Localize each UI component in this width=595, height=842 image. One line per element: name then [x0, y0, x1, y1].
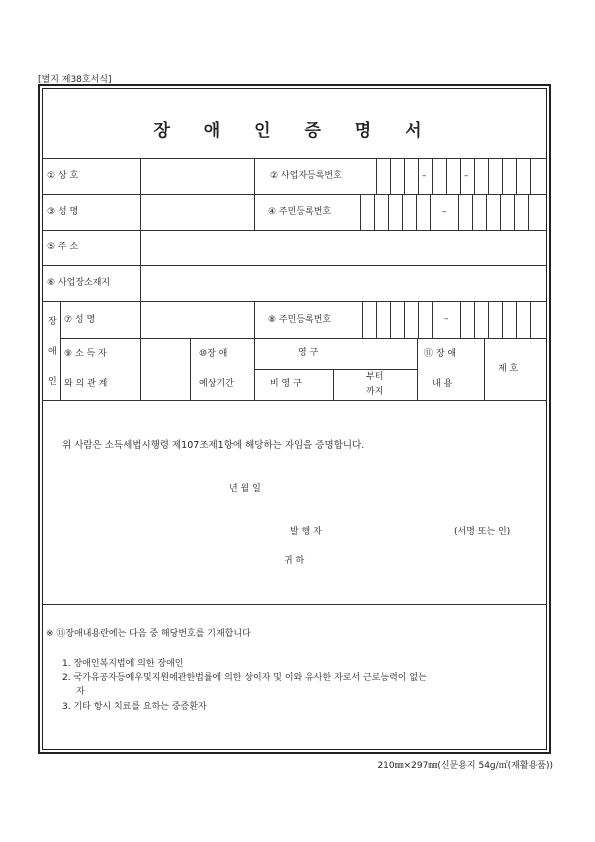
- digit-box-line: [516, 301, 517, 338]
- side-label: 애: [48, 347, 57, 357]
- dash-separator: –: [444, 314, 449, 324]
- digit-box-line: [390, 158, 391, 194]
- digit-box-line: [404, 301, 405, 338]
- digit-box-line: [460, 301, 461, 338]
- digit-box-line: [388, 194, 389, 230]
- table-line: [60, 338, 547, 339]
- digit-box-line: [500, 194, 501, 230]
- digit-box-line: [376, 158, 377, 194]
- field-label-name: ③ 성 명: [47, 207, 79, 217]
- digit-box-line: [360, 194, 361, 230]
- to-label: 까지: [366, 387, 384, 397]
- digit-box-line: [418, 158, 419, 194]
- field-label-disabled-resident-no: ⑧ 주민등록번호: [268, 315, 332, 325]
- non-permanent-label: 비 영 구: [270, 379, 302, 389]
- field-label-resident-no: ④ 주민등록번호: [268, 207, 332, 217]
- permanent-label: 영 구: [298, 348, 319, 358]
- field-label-disabled-name: ⑦ 성 명: [64, 315, 96, 325]
- table-line: [42, 230, 547, 231]
- digit-box-line: [530, 158, 531, 194]
- table-line: [140, 265, 141, 301]
- table-line: [140, 338, 141, 400]
- field-label-period-2: 예상기간: [199, 379, 234, 389]
- document-title: 장 애 인 증 명 서: [153, 121, 436, 141]
- table-line: [140, 301, 141, 338]
- field-label-period: ⑩장 애: [199, 349, 228, 359]
- table-line: [484, 338, 485, 400]
- certification-statement: 위 사람은 소득세법시행령 제107조제1항에 해당하는 자임을 증명합니다.: [62, 440, 365, 451]
- dash-separator: –: [422, 171, 427, 181]
- digit-box-line: [488, 158, 489, 194]
- issue-date: 년 월 일: [229, 484, 261, 494]
- digit-box-line: [374, 194, 375, 230]
- signature-label: (서명 또는 인): [454, 527, 511, 537]
- digit-box-line: [416, 194, 417, 230]
- field-label-business-name: ① 상 호: [47, 171, 79, 181]
- digit-box-line: [502, 301, 503, 338]
- issuer-label: 발 행 자: [290, 527, 322, 537]
- digit-box-line: [446, 158, 447, 194]
- section-line: [42, 604, 547, 605]
- table-line: [42, 400, 547, 401]
- digit-box-line: [516, 158, 517, 194]
- note-item: 3. 기타 항시 치료를 요하는 중증환자: [62, 702, 207, 712]
- digit-box-line: [474, 158, 475, 194]
- digit-box-line: [528, 194, 529, 230]
- digit-box-line: [458, 194, 459, 230]
- digit-box-line: [418, 301, 419, 338]
- field-label-address: ⑤ 주 소: [47, 242, 79, 252]
- addressee-label: 귀 하: [284, 556, 305, 566]
- certificate-number-label: 제 호: [498, 364, 519, 374]
- table-line: [254, 158, 255, 230]
- digit-box-line: [432, 158, 433, 194]
- inner-border: [42, 88, 547, 750]
- digit-box-line: [376, 301, 377, 338]
- table-line: [42, 158, 547, 159]
- digit-box-line: [530, 301, 531, 338]
- table-line: [60, 301, 61, 400]
- form-number-label: [별지 제38호서식]: [38, 75, 112, 85]
- field-label-business-reg-no: ② 사업자등록번호: [270, 171, 342, 181]
- table-line: [417, 338, 418, 400]
- table-line: [254, 338, 255, 400]
- digit-box-line: [488, 301, 489, 338]
- digit-box-line: [432, 301, 433, 338]
- table-line: [42, 265, 547, 266]
- field-label-relation-2: 와 의 관 계: [64, 379, 108, 389]
- table-line: [42, 301, 547, 302]
- side-label: 장: [48, 317, 57, 327]
- field-label-disability: ⑪ 장 애: [424, 349, 457, 359]
- field-label-workplace: ⑥ 사업장소재지: [47, 278, 111, 288]
- table-line: [333, 369, 334, 400]
- digit-box-line: [390, 301, 391, 338]
- digit-box-line: [402, 194, 403, 230]
- dash-separator: –: [442, 207, 447, 217]
- notes-header: ※ ⑪장애내용란에는 다음 중 해당번호를 기재합니다: [46, 629, 251, 639]
- from-label: 부터: [366, 372, 384, 382]
- table-line: [190, 338, 191, 400]
- digit-box-line: [404, 158, 405, 194]
- table-line: [140, 158, 141, 265]
- note-item: 2. 국가유공자등예우및지원에관한법률에 의한 상이자 및 이와 유사한 자로서 근로능력이 없는: [62, 673, 427, 683]
- digit-box-line: [486, 194, 487, 230]
- paper-spec-footer: 210㎜×297㎜(신문용지 54g/㎡(재활용품)): [377, 761, 553, 771]
- table-line: [254, 301, 255, 338]
- note-item: 자: [76, 687, 85, 697]
- field-label-disability-2: 내 용: [432, 379, 453, 389]
- digit-box-line: [474, 301, 475, 338]
- digit-box-line: [362, 301, 363, 338]
- digit-box-line: [430, 194, 431, 230]
- field-label-relation: ⑨ 소 득 자: [64, 349, 107, 359]
- digit-box-line: [502, 158, 503, 194]
- dash-separator: –: [464, 171, 469, 181]
- digit-box-line: [460, 158, 461, 194]
- digit-box-line: [514, 194, 515, 230]
- side-label: 인: [48, 377, 57, 387]
- digit-box-line: [472, 194, 473, 230]
- note-item: 1. 장애인복지법에 의한 장애인: [62, 659, 184, 669]
- table-line: [254, 369, 417, 370]
